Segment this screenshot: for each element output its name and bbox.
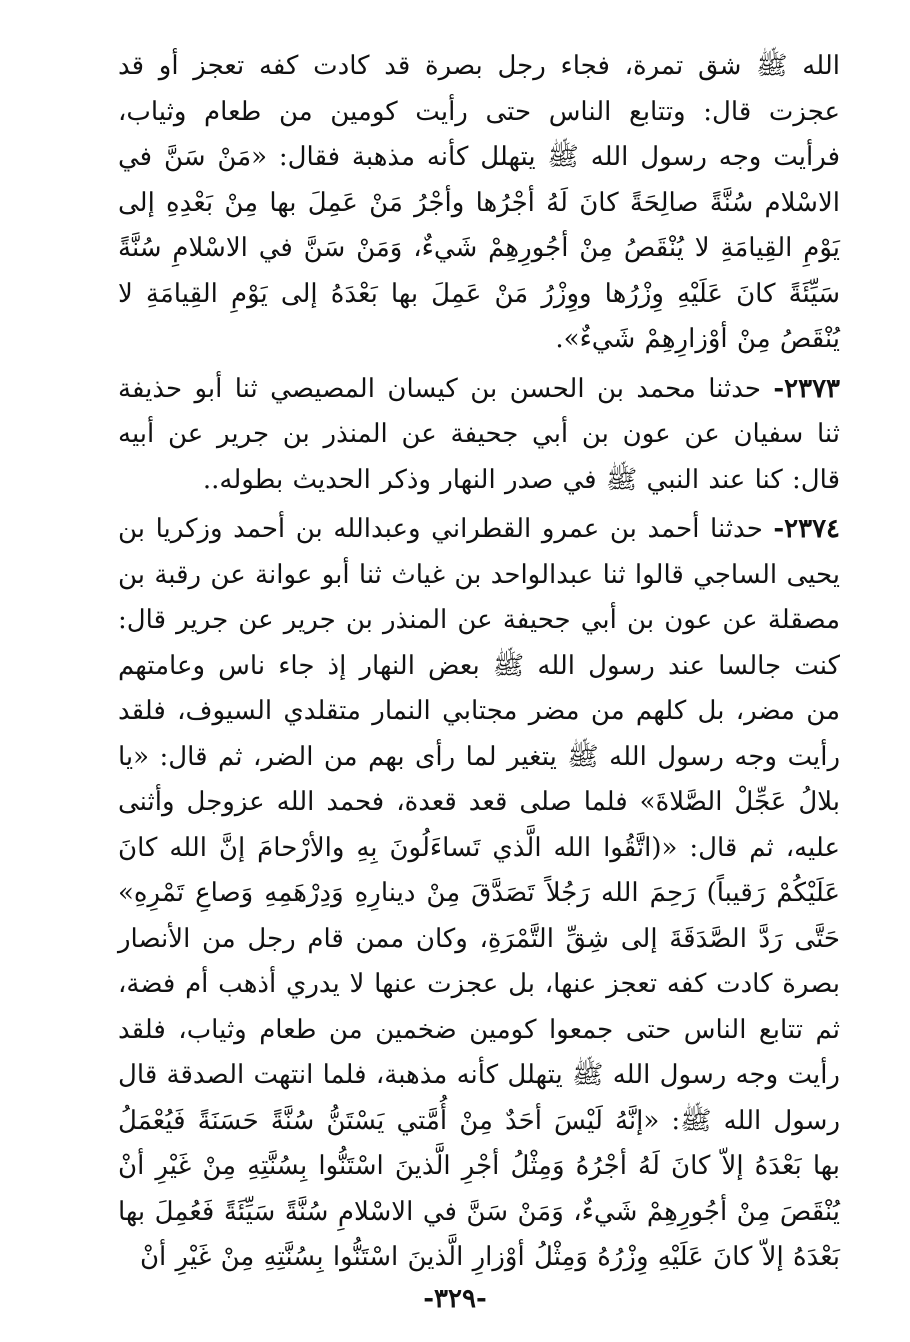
hadith-text: حدثنا أحمد بن عمرو القطراني وعبدالله بن أحمد وزكريا بن يحيى الساجي قالوا ثنا عبدالواحد بن غياث ثنا أبو عوانة عن رقبة بن مصقلة عن عون بن أبي جحيفة عن المنذر بن جرير عن جرير قال: كنت جالسا عند رسول الله ﷺ بعض النهار إذ جاء ناس وعامتهم من مضر، بل كلهم من مضر مجتابي النمار متقلدي السيوف، فلقد رأيت وجه رسول الله ﷺ يتغير لما رأى بهم من الضر، ثم قال: «يا بلالُ عَجِّلْ الصَّلاةَ» فلما صلى قعد قعدة، فحمد الله عزوجل وأثنى عليه، ثم قال: «(اتَّقُوا الله الَّذي تَساءَلُونَ بِهِ والأرْحامَ إنَّ الله كانَ عَلَيْكُمْ رَقيباً) رَحِمَ الله رَجُلاً تَصَدَّقَ مِنْ دينارِهِ وَدِرْهَمِهِ وَصاعِ تَمْرِهِ» حَتَّى رَدَّ الصَّدَقَةَ إلى شِقِّ التَّمْرَةِ، وكان ممن قام رجل من الأنصار بصرة كادت كفه تعجز عنها، بل عجزت عنها لا يدري أذهب أم فضة، ثم تتابع الناس حتى جمعوا كومين ضخمين من طعام وثياب، فلقد رأيت وجه رسول الله ﷺ يتهلل كأنه مذهبة، فلما انتهت الصدقة قال رسول الله ﷺ: «إنَّهُ لَيْسَ أحَدٌ مِنْ أُمَّتي يَسْتَنُّ سُنَّةً حَسَنَةً فَيُعْمَلُ بها بَعْدَهُ إلاّ كانَ لَهُ أجْرُهُ وَمِثْلُ أجْرِ الَّذينَ اسْتَنُّوا بِسُنَّتِهِ مِنْ غَيْرِ أنْ يُنْقَصَ مِنْ أجُورِهِمْ شَيءٌ، وَمَنْ سَنَّ في الاسْلامِ سُنَّةً سَيِّئَةً فَعُمِلَ بها بَعْدَهُ إلاّ كانَ عَلَيْهِ وِزْرُهُ وَمِثْلُ أوْزارِ الَّذينَ اسْتَنُّوا بِسُنَّتِهِ مِنْ غَيْرِ أنْ [118, 514, 840, 1272]
hadith-2373 [118, 367, 840, 504]
hadith-2374 [118, 507, 840, 1281]
page-number: -٣٢٩- [423, 1284, 487, 1314]
hadith-text: حدثنا محمد بن الحسن بن كيسان المصيصي ثنا أبو حذيفة ثنا سفيان عن عون بن أبي جحيفة عن المنذر بن جرير عن أبيه قال: كنا عند النبي ﷺ في صدر النهار وذكر الحديث بطوله.. [118, 373, 840, 495]
hadith-number: ٢٣٧٣- [773, 373, 841, 404]
paragraph-text: الله ﷺ شق تمرة، فجاء رجل بصرة قد كادت كفه تعجز أو قد عجزت قال: وتتابع الناس حتى رأيت كومين من طعام وثياب، فرأيت وجه رسول الله ﷺ يتهلل كأنه مذهبة فقال: «مَنْ سَنَّ في الاسْلام سُنَّةً صالِحَةً كانَ لَهُ أجْرُها وأجْرُ مَنْ عَمِلَ بها مِنْ بَعْدِهِ إلى يَوْمِ القِيامَةِ لا يُنْقَصُ مِنْ أجُورِهِمْ شَيءٌ، وَمَنْ سَنَّ في الاسْلامِ سُنَّةً سَيِّئَةً كانَ عَلَيْهِ وِزْرُها ووِزْرُ مَنْ عَمِلَ بها بَعْدَهُ إلى يَوْمِ القِيامَةِ لا يُنْقَصُ مِنْ أوْزارِهِمْ شَيءٌ». [118, 51, 840, 354]
paragraph-continuation [118, 44, 840, 363]
hadith-number: ٢٣٧٤- [773, 514, 841, 544]
page-body [118, 44, 840, 1281]
